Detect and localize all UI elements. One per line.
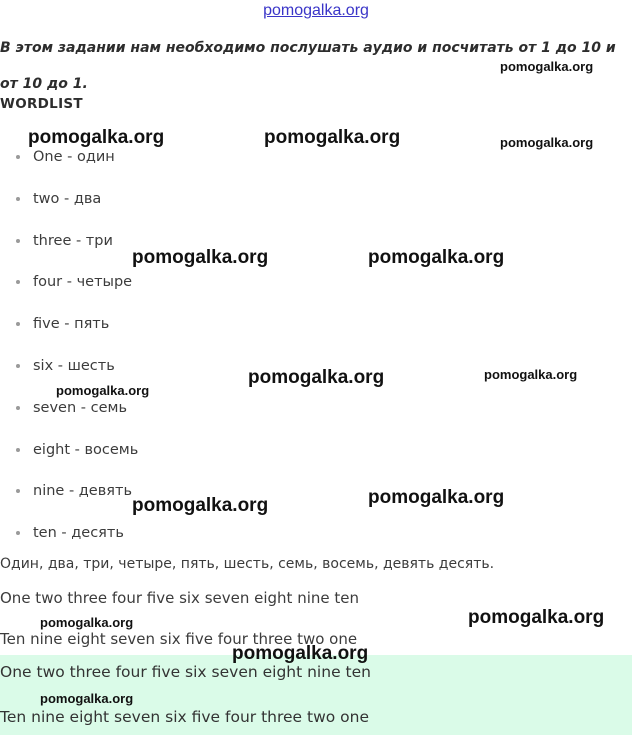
- site-header-link[interactable]: pomogalka.org: [263, 2, 369, 19]
- list-item-text: three - три: [33, 232, 113, 249]
- watermark: pomogalka.org: [368, 247, 505, 268]
- watermark: pomogalka.org: [264, 127, 401, 148]
- watermark: pomogalka.org: [28, 127, 165, 148]
- task-description: В этом задании нам необходимо послушать аудио и посчитать от 1 до 10 и от 10 до 1.: [0, 40, 616, 92]
- list-item: [0, 397, 138, 439]
- watermark: pomogalka.org: [500, 135, 594, 150]
- bullet-icon: [16, 531, 20, 535]
- watermark: pomogalka.org: [232, 643, 369, 664]
- bullet-icon: [16, 322, 20, 326]
- bullet-icon: [16, 197, 20, 201]
- watermark: pomogalka.org: [132, 495, 269, 516]
- watermark: pomogalka.org: [500, 59, 594, 74]
- bullet-icon: [16, 239, 20, 243]
- bullet-icon: [16, 364, 20, 368]
- answer-count-down: Ten nine eight seven six five four three two one: [0, 708, 370, 726]
- list-item-text: two - два: [33, 190, 102, 207]
- bullet-icon: [16, 448, 20, 452]
- watermark: pomogalka.org: [40, 691, 134, 706]
- list-item-text: five - пять: [33, 316, 110, 333]
- list-item-text: nine - девять: [33, 483, 132, 500]
- wordlist-heading: WORDLIST: [0, 96, 83, 112]
- answer-count-up: One two three four five six seven eight nine ten: [0, 663, 371, 681]
- watermark: pomogalka.org: [248, 367, 385, 388]
- count-up-line: One two three four five six seven eight nine ten: [0, 589, 359, 607]
- bullet-icon: [16, 406, 20, 410]
- watermark: pomogalka.org: [40, 615, 134, 630]
- bullet-icon: [16, 280, 20, 284]
- list-item: [0, 230, 138, 272]
- russian-count-line: Один, два, три, четыре, пять, шесть, семь, восемь, девять десять.: [0, 556, 495, 572]
- bullet-icon: [16, 489, 20, 493]
- list-item-text: six - шесть: [33, 357, 115, 374]
- list-item: [0, 146, 138, 188]
- list-item: [0, 188, 138, 230]
- list-item: [0, 480, 138, 522]
- watermark: pomogalka.org: [132, 247, 269, 268]
- list-item: [0, 271, 138, 313]
- list-item-text: One - один: [33, 149, 115, 165]
- list-item-text: ten - десять: [33, 525, 124, 542]
- watermark: pomogalka.org: [368, 487, 505, 508]
- list-item-text: four - четыре: [33, 274, 133, 291]
- watermark: pomogalka.org: [484, 367, 578, 382]
- bullet-icon: [16, 155, 20, 159]
- list-item-text: eight - восемь: [33, 441, 139, 458]
- wordlist: [0, 146, 138, 564]
- count-down-line: Ten nine eight seven six five four three two one: [0, 630, 358, 648]
- list-item-text: seven - семь: [33, 399, 127, 416]
- list-item: [0, 439, 138, 481]
- watermark: pomogalka.org: [468, 607, 605, 628]
- list-item: [0, 313, 138, 355]
- watermark: pomogalka.org: [56, 383, 150, 398]
